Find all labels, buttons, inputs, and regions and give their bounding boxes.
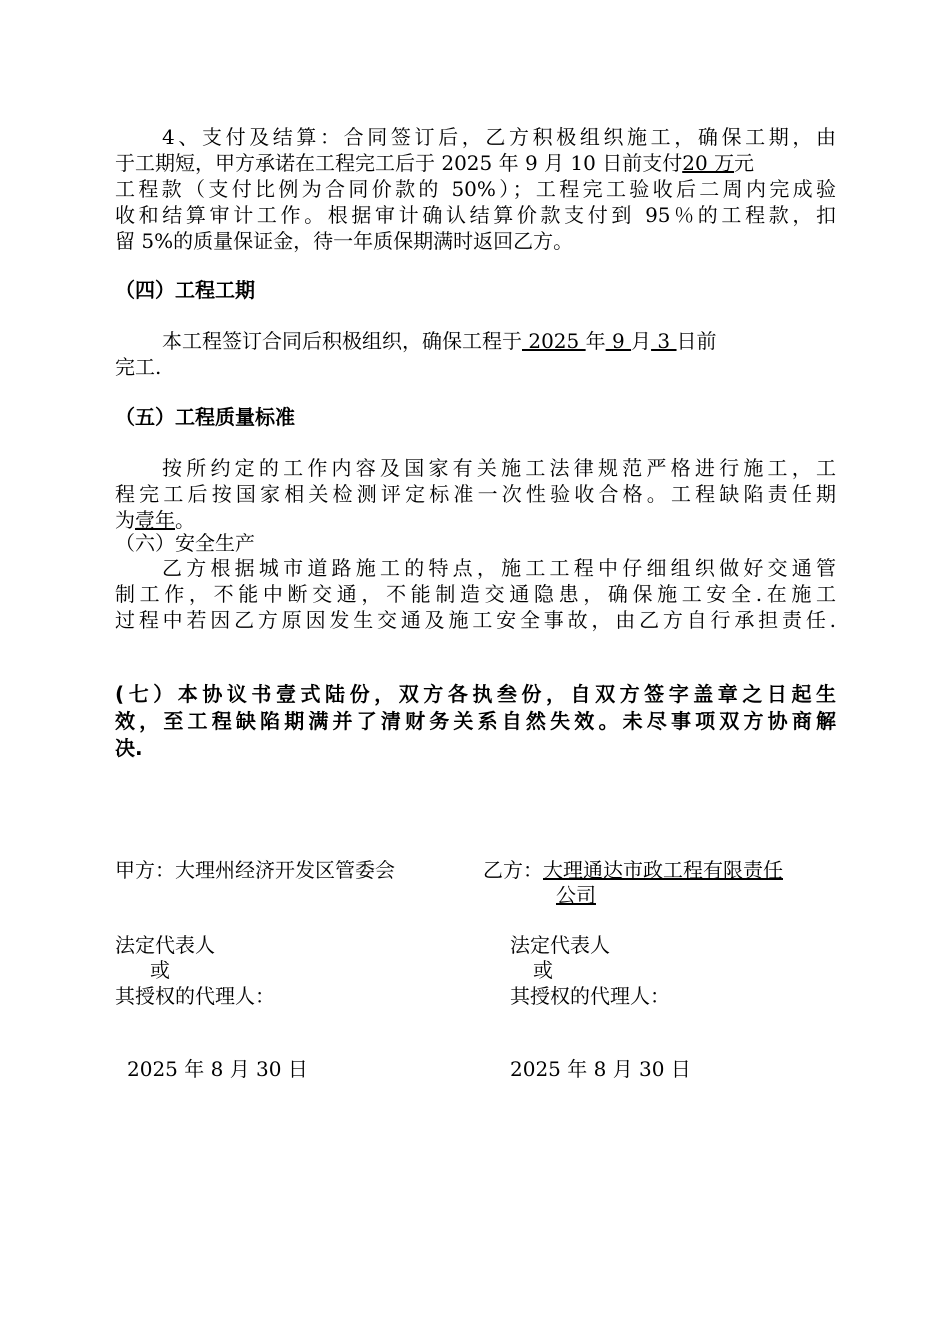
party-a-rep: 法定代表人 [115, 933, 215, 957]
party-a-label: 甲方： [115, 858, 175, 882]
payment-amount: 20 万 [682, 151, 735, 175]
section4-line-1 [162, 328, 717, 354]
party-a-date: 2025 年 8 月 30 日 [127, 1057, 308, 1081]
section7-line-1: (七）本协议书壹式陆份，双方各执叁份，自双方签字盖章之日起生 [115, 682, 836, 706]
section7-line-3: 决. [115, 736, 143, 760]
section5-text: 为 [115, 508, 135, 532]
party-a-line [115, 857, 395, 883]
payment-line-3: 工程款（支付比例为合同价款的 50%）；工程完工验收后二周内完成验 [115, 177, 836, 201]
payment-line-5: 留 5%的质量保证金，待一年质保期满时返回乙方。 [115, 229, 574, 253]
section5-heading: （五）工程质量标准 [115, 405, 295, 429]
section6-line-1: 乙方根据城市道路施工的特点，施工工程中仔细组织做好交通管 [162, 556, 836, 580]
party-a-agent: 其授权的代理人： [115, 984, 275, 1008]
party-b-line [483, 857, 783, 883]
section6-line-3: 过程中若因乙方原因发生交通及施工安全事故，由乙方自行承担责任. [115, 608, 836, 632]
payment-text: 于工期短，甲方承诺在工程完工后于 2025 年 9 月 10 日前支付 [115, 151, 683, 175]
payment-line-4: 收和结算审计工作。根据审计确认结算价款支付到 95％的工程款，扣 [115, 203, 836, 227]
section5-line-2: 程完工后按国家相关检测评定标准一次性验收合格。工程缺陷责任期 [115, 482, 836, 506]
party-b-name: 大理通达市政工程有限责任 [543, 858, 783, 882]
section4-text: 本工程签订合同后积极组织，确保工程于 [162, 329, 522, 353]
completion-month: 9 [605, 329, 632, 353]
section6-heading: （六）安全生产 [115, 531, 255, 555]
party-a-name: 大理州经济开发区管委会 [175, 858, 395, 882]
section5-end: 。 [175, 508, 195, 532]
party-b-rep: 法定代表人 [510, 933, 610, 957]
year-unit: 年 [585, 329, 606, 353]
completion-year: 2025 [522, 329, 586, 353]
day-unit: 日前 [676, 329, 717, 353]
party-a-or: 或 [150, 958, 170, 982]
party-b-date: 2025 年 8 月 30 日 [510, 1057, 691, 1081]
party-b-label: 乙方： [483, 858, 543, 882]
section6-line-2: 制工作，不能中断交通，不能制造交通隐患，确保施工安全.在施工 [115, 582, 836, 606]
party-b-or: 或 [533, 958, 553, 982]
section5-line-1: 按所约定的工作内容及国家有关施工法律规范严格进行施工，工 [162, 456, 836, 480]
completion-day: 3 [651, 329, 677, 353]
party-b-agent: 其授权的代理人： [510, 984, 670, 1008]
month-unit: 月 [631, 329, 652, 353]
section7-line-2: 效，至工程缺陷期满并了清财务关系自然失效。未尽事项双方协商解 [115, 709, 836, 733]
party-b-name-cont: 公司 [556, 883, 596, 907]
payment-line-2 [115, 150, 836, 176]
defect-liability-term: 壹年 [135, 508, 175, 532]
payment-line-1: 4、支付及结算：合同签订后，乙方积极组织施工，确保工期，由 [162, 125, 836, 149]
section4-line-2: 完工. [115, 355, 162, 379]
section4-heading: （四）工程工期 [115, 278, 255, 302]
payment-unit: 元 [734, 151, 755, 175]
